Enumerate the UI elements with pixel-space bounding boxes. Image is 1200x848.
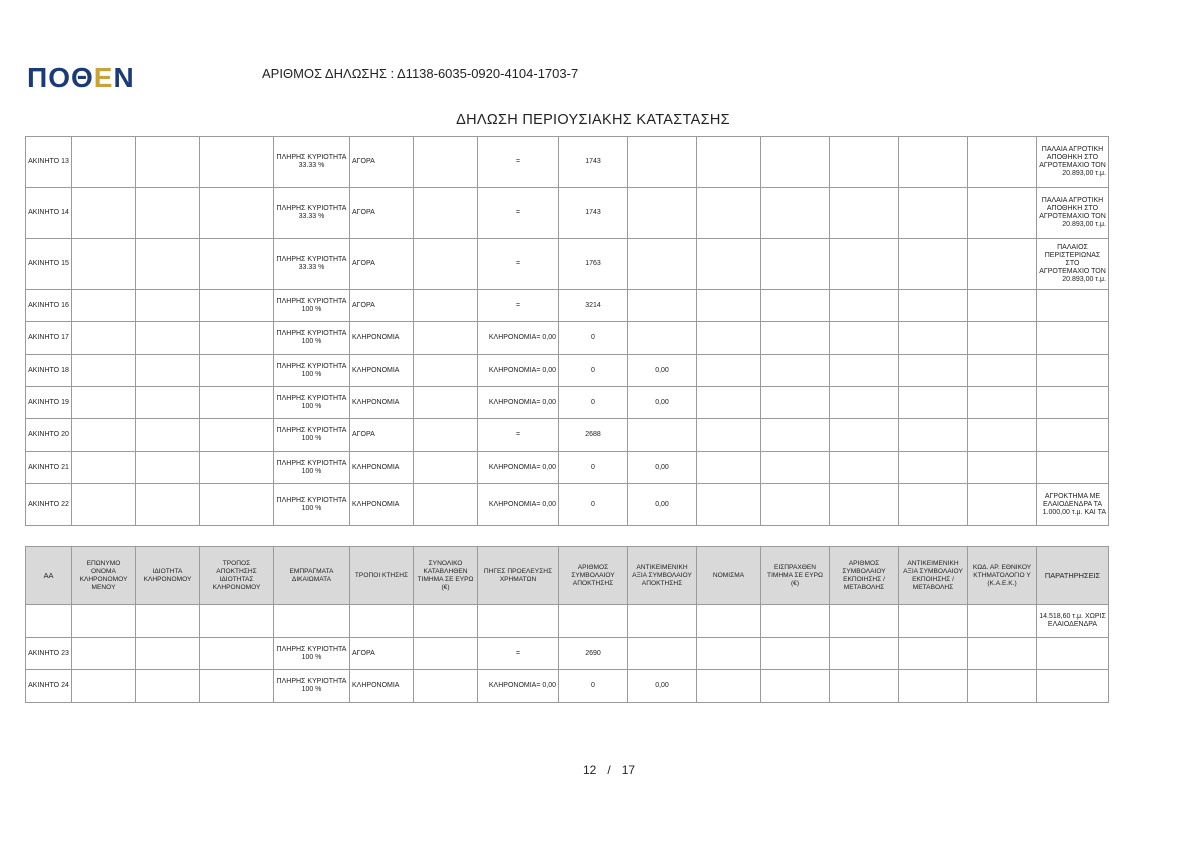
table-row: [26, 484, 1109, 526]
table-row: [26, 387, 1109, 419]
cell-disposal-value: [899, 137, 968, 188]
cell-contract-no: 0: [559, 452, 628, 484]
cell-rights: ΠΛΗΡΗΣ ΚΥΡΙΟΤΗΤΑ 100 %: [274, 484, 350, 526]
cell-heir-acquisition: [200, 290, 274, 322]
cell-currency: [697, 322, 761, 355]
cell-received-price: [761, 605, 830, 638]
table-header-row: [26, 547, 1109, 605]
cell-kaek: [968, 188, 1037, 239]
column-header-contract-no: ΑΡΙΘΜΟΣ ΣΥΜΒΟΛΑΙΟΥ ΑΠΟΚΤΗΣΗΣ: [559, 547, 628, 605]
cell-heir-capacity: [136, 670, 200, 703]
notes-line: 20.893,00 τ.μ.: [1062, 276, 1106, 283]
assets-table: [25, 546, 1109, 703]
cell-disposal-value: [899, 387, 968, 419]
column-header-contract-value: ΑΝΤΙΚΕΙΜΕΝΙΚΗ ΑΞΙΑ ΣΥΜΒΟΛΑΙΟΥ ΑΠΟΚΤΗΣΗΣ: [628, 547, 697, 605]
cell-contract-no: 1763: [559, 239, 628, 290]
cell-aa: ΑΚΙΝΗΤΟ 15: [26, 239, 72, 290]
cell-total-price: [414, 188, 478, 239]
cell-kaek: [968, 290, 1037, 322]
cell-currency: [697, 452, 761, 484]
cell-aa: [26, 605, 72, 638]
cell-contract-value: [628, 188, 697, 239]
cell-total-price: [414, 355, 478, 387]
cell-disposal-value: [899, 188, 968, 239]
cell-contract-value: [628, 290, 697, 322]
notes-line: ΠΕΡΙΣΤΕΡΙΩΝΑΣ ΣΤΟ: [1044, 252, 1101, 267]
cell-heir-acquisition: [200, 452, 274, 484]
cell-contract-value: 0,00: [628, 355, 697, 387]
page-separator: /: [607, 763, 611, 777]
cell-total-price: [414, 419, 478, 452]
column-header-disposal-contract-no: ΑΡΙΘΜΟΣ ΣΥΜΒΟΛΑΙΟΥ ΕΚΠΟΙΗΣΗΣ /ΜΕΤΑΒΟΛΗΣ: [830, 547, 899, 605]
cell-sources: =: [478, 188, 559, 239]
cell-aa: ΑΚΙΝΗΤΟ 19: [26, 387, 72, 419]
page-title: ΔΗΛΩΣΗ ΠΕΡΙΟΥΣΙΑΚΗΣ ΚΑΤΑΣΤΑΣΗΣ: [456, 112, 730, 128]
cell-contract-no: 2690: [559, 638, 628, 670]
cell-kaek: [968, 419, 1037, 452]
notes-line: 1.000,00 τ.μ. ΚΑΙ ΤΑ: [1042, 508, 1106, 516]
cell-received-price: [761, 484, 830, 526]
cell-disposal-contract-no: [830, 419, 899, 452]
cell-disposal-contract-no: [830, 137, 899, 188]
cell-total-price: [414, 484, 478, 526]
cell-disposal-value: [899, 419, 968, 452]
column-header-kaek: ΚΩΔ. ΑΡ. ΕΘΝΙΚΟΥ ΚΤΗΜΑΤΟΛΟΓΙΟ Υ (Κ.Α.Ε.Κ.): [968, 547, 1037, 605]
table-row: [26, 322, 1109, 355]
cell-aa: ΑΚΙΝΗΤΟ 20: [26, 419, 72, 452]
notes-line: ΠΑΛΑΙΑ ΑΓΡΟΤΙΚΗ: [1041, 146, 1104, 153]
cell-disposal-contract-no: [830, 322, 899, 355]
cell-disposal-value: [899, 322, 968, 355]
cell-heir-acquisition: [200, 188, 274, 239]
cell-rights: ΠΛΗΡΗΣ ΚΥΡΙΟΤΗΤΑ 100 %: [274, 638, 350, 670]
cell-received-price: [761, 290, 830, 322]
cell-total-price: [414, 387, 478, 419]
cell-disposal-contract-no: [830, 605, 899, 638]
cell-heir-acquisition: [200, 355, 274, 387]
cell-total-price: [414, 137, 478, 188]
cell-kaek: [968, 387, 1037, 419]
cell-heir-acquisition: [200, 137, 274, 188]
cell-sources: =: [478, 137, 559, 188]
cell-heir-name: [72, 387, 136, 419]
cell-currency: [697, 290, 761, 322]
cell-contract-no: 0: [559, 670, 628, 703]
page-number: [583, 763, 635, 777]
column-header-received-price: ΕΙΣΠΡΑΧΘΕΝ ΤΙΜΗΜΑ ΣΕ ΕΥΡΩ (€): [761, 547, 830, 605]
cell-contract-no: 1743: [559, 137, 628, 188]
cell-total-price: [414, 670, 478, 703]
cell-disposal-value: [899, 290, 968, 322]
cell-received-price: [761, 188, 830, 239]
cell-heir-acquisition: [200, 239, 274, 290]
cell-currency: [697, 419, 761, 452]
cell-disposal-value: [899, 484, 968, 526]
notes-line: ΠΑΛΑΙΟΣ: [1057, 244, 1088, 251]
cell-contract-value: 0,00: [628, 484, 697, 526]
cell-heir-capacity: [136, 484, 200, 526]
notes-line: ΠΑΛΑΙΑ ΑΓΡΟΤΙΚΗ: [1041, 197, 1104, 204]
cell-disposal-contract-no: [830, 355, 899, 387]
cell-currency: [697, 387, 761, 419]
cell-currency: [697, 355, 761, 387]
cell-received-price: [761, 670, 830, 703]
cell-contract-no: 2688: [559, 419, 628, 452]
table-row: [26, 355, 1109, 387]
cell-sources: =: [478, 638, 559, 670]
notes-line: ΑΠΟΘΗΚΗ ΣΤΟ: [1046, 205, 1099, 212]
cell-method: ΑΓΟΡΑ: [350, 638, 414, 670]
cell-contract-value: 0,00: [628, 387, 697, 419]
cell-rights: ΠΛΗΡΗΣ ΚΥΡΙΟΤΗΤΑ 33.33 %: [274, 137, 350, 188]
cell-method: ΚΛΗΡΟΝΟΜΙΑ: [350, 322, 414, 355]
cell-heir-capacity: [136, 387, 200, 419]
cell-heir-capacity: [136, 638, 200, 670]
notes-line: ΑΓΡΟΤΕΜΑΧΙΟ ΤΟΝ: [1039, 268, 1106, 275]
cell-heir-name: [72, 484, 136, 526]
table-row: [26, 188, 1109, 239]
cell-disposal-contract-no: [830, 387, 899, 419]
notes-line: ΑΠΟΘΗΚΗ ΣΤΟ: [1046, 154, 1099, 161]
table-row: [26, 137, 1109, 188]
logo-accent-letter: Ε: [93, 62, 114, 93]
notes-line: 20.893,00 τ.μ.: [1062, 221, 1106, 228]
cell-sources: =: [478, 290, 559, 322]
cell-currency: [697, 188, 761, 239]
cell-method: ΚΛΗΡΟΝΟΜΙΑ: [350, 670, 414, 703]
cell-method: ΑΓΟΡΑ: [350, 188, 414, 239]
cell-aa: ΑΚΙΝΗΤΟ 22: [26, 484, 72, 526]
cell-notes: [1037, 387, 1109, 419]
cell-disposal-value: [899, 605, 968, 638]
cell-contract-value: [628, 137, 697, 188]
notes-line: 14.518,60 τ.μ. ΧΩΡΙΣ: [1039, 613, 1106, 620]
cell-disposal-contract-no: [830, 484, 899, 526]
cell-heir-name: [72, 290, 136, 322]
cell-contract-no: 1743: [559, 188, 628, 239]
cell-notes: [1037, 419, 1109, 452]
cell-contract-value: [628, 239, 697, 290]
table-row: [26, 670, 1109, 703]
cell-rights: [274, 605, 350, 638]
cell-contract-value: [628, 322, 697, 355]
cell-notes: [1037, 137, 1109, 188]
notes-line: ΑΓΡΟΤΕΜΑΧΙΟ ΤΟΝ: [1039, 213, 1106, 220]
cell-rights: ΠΛΗΡΗΣ ΚΥΡΙΟΤΗΤΑ 100 %: [274, 419, 350, 452]
page-current: 12: [583, 763, 597, 777]
cell-kaek: [968, 670, 1037, 703]
notes-line: 20.893,00 τ.μ.: [1062, 170, 1106, 177]
cell-aa: ΑΚΙΝΗΤΟ 21: [26, 452, 72, 484]
cell-currency: [697, 484, 761, 526]
cell-heir-capacity: [136, 290, 200, 322]
cell-heir-name: [72, 137, 136, 188]
cell-received-price: [761, 137, 830, 188]
cell-total-price: [414, 322, 478, 355]
cell-heir-capacity: [136, 137, 200, 188]
cell-heir-capacity: [136, 355, 200, 387]
cell-heir-name: [72, 355, 136, 387]
cell-kaek: [968, 322, 1037, 355]
table-row: [26, 638, 1109, 670]
cell-sources: =: [478, 419, 559, 452]
cell-contract-no: [559, 605, 628, 638]
column-header-heir-capacity: ΙΔΙΟΤΗΤΑ ΚΛΗΡΟΝΟΜΟΥ: [136, 547, 200, 605]
cell-kaek: [968, 239, 1037, 290]
column-header-method: ΤΡΟΠΟΙ ΚΤΗΣΗΣ: [350, 547, 414, 605]
cell-received-price: [761, 638, 830, 670]
cell-disposal-value: [899, 670, 968, 703]
cell-kaek: [968, 355, 1037, 387]
cell-notes: [1037, 670, 1109, 703]
cell-disposal-contract-no: [830, 290, 899, 322]
cell-received-price: [761, 239, 830, 290]
assets-table-continued: [25, 136, 1109, 526]
cell-heir-name: [72, 452, 136, 484]
cell-kaek: [968, 452, 1037, 484]
cell-aa: ΑΚΙΝΗΤΟ 13: [26, 137, 72, 188]
cell-method: ΚΛΗΡΟΝΟΜΙΑ: [350, 484, 414, 526]
cell-received-price: [761, 322, 830, 355]
column-header-sources: ΠΗΓΕΣ ΠΡΟΕΛΕΥΣΗΣ ΧΡΗΜΑΤΩΝ: [478, 547, 559, 605]
notes-line: ΑΓΡΟΚΤΗΜΑ ΜΕ: [1044, 492, 1101, 500]
cell-disposal-contract-no: [830, 452, 899, 484]
cell-heir-capacity: [136, 322, 200, 355]
cell-method: ΚΛΗΡΟΝΟΜΙΑ: [350, 387, 414, 419]
cell-total-price: [414, 452, 478, 484]
cell-heir-name: [72, 419, 136, 452]
cell-currency: [697, 137, 761, 188]
cell-method: ΑΓΟΡΑ: [350, 137, 414, 188]
cell-kaek: [968, 638, 1037, 670]
cell-received-price: [761, 355, 830, 387]
cell-total-price: [414, 638, 478, 670]
cell-notes: [1037, 290, 1109, 322]
page-total: 17: [621, 763, 636, 777]
cell-disposal-value: [899, 452, 968, 484]
cell-method: ΚΛΗΡΟΝΟΜΙΑ: [350, 355, 414, 387]
cell-aa: ΑΚΙΝΗΤΟ 23: [26, 638, 72, 670]
column-header-aa: ΑΑ: [26, 547, 72, 605]
cell-heir-acquisition: [200, 605, 274, 638]
notes-line: ΑΓΡΟΤΕΜΑΧΙΟ ΤΟΝ: [1039, 162, 1106, 169]
cell-currency: [697, 638, 761, 670]
cell-contract-no: 0: [559, 484, 628, 526]
table-row: [26, 605, 1109, 638]
cell-notes: [1037, 605, 1109, 638]
cell-heir-acquisition: [200, 387, 274, 419]
cell-aa: ΑΚΙΝΗΤΟ 14: [26, 188, 72, 239]
cell-aa: ΑΚΙΝΗΤΟ 17: [26, 322, 72, 355]
cell-heir-acquisition: [200, 322, 274, 355]
column-header-heir-acquisition: ΤΡΟΠΟΣ ΑΠΟΚΤΗΣΗΣ ΙΔΙΟΤΗΤΑΣ ΚΛΗΡΟΝΟΜΟΥ: [200, 547, 274, 605]
notes-line: ΕΛΑΙΟΔΕΝΔΡΑ: [1047, 621, 1098, 628]
cell-sources: =: [478, 239, 559, 290]
cell-heir-name: [72, 239, 136, 290]
cell-method: ΚΛΗΡΟΝΟΜΙΑ: [350, 452, 414, 484]
cell-rights: ΠΛΗΡΗΣ ΚΥΡΙΟΤΗΤΑ 100 %: [274, 670, 350, 703]
cell-disposal-contract-no: [830, 239, 899, 290]
cell-heir-name: [72, 638, 136, 670]
table-row: [26, 239, 1109, 290]
cell-received-price: [761, 419, 830, 452]
table-row: [26, 452, 1109, 484]
cell-disposal-value: [899, 638, 968, 670]
cell-aa: ΑΚΙΝΗΤΟ 18: [26, 355, 72, 387]
cell-notes: [1037, 638, 1109, 670]
cell-heir-name: [72, 605, 136, 638]
cell-currency: [697, 670, 761, 703]
cell-method: ΑΓΟΡΑ: [350, 239, 414, 290]
cell-aa: ΑΚΙΝΗΤΟ 24: [26, 670, 72, 703]
cell-rights: ΠΛΗΡΗΣ ΚΥΡΙΟΤΗΤΑ 100 %: [274, 355, 350, 387]
cell-rights: ΠΛΗΡΗΣ ΚΥΡΙΟΤΗΤΑ 100 %: [274, 322, 350, 355]
cell-heir-name: [72, 188, 136, 239]
cell-total-price: [414, 290, 478, 322]
logo-text: ΠΟΘΕΝ: [27, 62, 135, 93]
table-row: [26, 290, 1109, 322]
cell-heir-capacity: [136, 239, 200, 290]
cell-kaek: [968, 484, 1037, 526]
cell-disposal-contract-no: [830, 670, 899, 703]
cell-disposal-value: [899, 239, 968, 290]
cell-contract-value: [628, 605, 697, 638]
cell-heir-acquisition: [200, 638, 274, 670]
cell-sources: ΚΛΗΡΟΝΟΜΙΑ= 0,00: [478, 452, 559, 484]
cell-heir-capacity: [136, 605, 200, 638]
cell-received-price: [761, 387, 830, 419]
cell-sources: [478, 605, 559, 638]
cell-method: [350, 605, 414, 638]
column-header-disposal-value: ΑΝΤΙΚΕΙΜΕΝΙΚΗ ΑΞΙΑ ΣΥΜΒΟΛΑΙΟΥ ΕΚΠΟΙΗΣΗΣ / ΜΕΤΑΒΟΛΗΣ: [899, 547, 968, 605]
cell-notes: [1037, 322, 1109, 355]
cell-received-price: [761, 452, 830, 484]
cell-notes: [1037, 239, 1109, 290]
cell-contract-value: 0,00: [628, 670, 697, 703]
cell-contract-no: 3214: [559, 290, 628, 322]
cell-notes: [1037, 484, 1109, 526]
cell-method: ΑΓΟΡΑ: [350, 419, 414, 452]
cell-disposal-contract-no: [830, 638, 899, 670]
cell-kaek: [968, 605, 1037, 638]
cell-heir-name: [72, 670, 136, 703]
column-header-total-price: ΣΥΝΟΛΙΚΟ ΚΑΤΑΒΛΗΘΕΝ ΤΙΜΗΜΑ ΣΕ ΕΥΡΩ (€): [414, 547, 478, 605]
cell-rights: ΠΛΗΡΗΣ ΚΥΡΙΟΤΗΤΑ 100 %: [274, 290, 350, 322]
cell-contract-value: 0,00: [628, 452, 697, 484]
cell-notes: [1037, 188, 1109, 239]
cell-heir-capacity: [136, 188, 200, 239]
cell-contract-no: 0: [559, 322, 628, 355]
cell-contract-value: [628, 419, 697, 452]
declaration-number: ΑΡΙΘΜΟΣ ΔΗΛΩΣΗΣ : Δ1138-6035-0920-4104-1703-7: [262, 66, 579, 81]
cell-aa: ΑΚΙΝΗΤΟ 16: [26, 290, 72, 322]
cell-notes: [1037, 355, 1109, 387]
cell-heir-acquisition: [200, 670, 274, 703]
cell-heir-acquisition: [200, 484, 274, 526]
cell-heir-capacity: [136, 452, 200, 484]
cell-rights: ΠΛΗΡΗΣ ΚΥΡΙΟΤΗΤΑ 33.33 %: [274, 188, 350, 239]
cell-kaek: [968, 137, 1037, 188]
cell-rights: ΠΛΗΡΗΣ ΚΥΡΙΟΤΗΤΑ 100 %: [274, 452, 350, 484]
cell-heir-acquisition: [200, 419, 274, 452]
cell-sources: ΚΛΗΡΟΝΟΜΙΑ= 0,00: [478, 484, 559, 526]
cell-currency: [697, 239, 761, 290]
notes-line: ΕΛΑΙΟΔΕΝΔΡΑ ΤΑ: [1042, 500, 1102, 508]
cell-sources: ΚΛΗΡΟΝΟΜΙΑ= 0,00: [478, 670, 559, 703]
column-header-heir-name: ΕΠΩΝΥΜΟ ΟΝΟΜΑ ΚΛΗΡΟΝΟΜΟΥ ΜΕΝΟΥ: [72, 547, 136, 605]
cell-rights: ΠΛΗΡΗΣ ΚΥΡΙΟΤΗΤΑ 100 %: [274, 387, 350, 419]
cell-heir-name: [72, 322, 136, 355]
column-header-currency: ΝΟΜΙΣΜΑ: [697, 547, 761, 605]
cell-sources: ΚΛΗΡΟΝΟΜΙΑ= 0,00: [478, 355, 559, 387]
table-row: [26, 419, 1109, 452]
cell-contract-value: [628, 638, 697, 670]
poothen-logo: [27, 63, 135, 93]
cell-heir-capacity: [136, 419, 200, 452]
cell-total-price: [414, 239, 478, 290]
cell-total-price: [414, 605, 478, 638]
cell-sources: ΚΛΗΡΟΝΟΜΙΑ= 0,00: [478, 322, 559, 355]
column-header-notes: ΠΑΡΑΤΗΡΗΣΕΙΣ: [1037, 547, 1109, 605]
cell-rights: ΠΛΗΡΗΣ ΚΥΡΙΟΤΗΤΑ 33.33 %: [274, 239, 350, 290]
column-header-rights: ΕΜΠΡΑΓΜΑΤΑ ΔΙΚΑΙΩΜΑΤΑ: [274, 547, 350, 605]
cell-contract-no: 0: [559, 387, 628, 419]
cell-disposal-value: [899, 355, 968, 387]
cell-disposal-contract-no: [830, 188, 899, 239]
cell-notes: [1037, 452, 1109, 484]
cell-contract-no: 0: [559, 355, 628, 387]
cell-sources: ΚΛΗΡΟΝΟΜΙΑ= 0,00: [478, 387, 559, 419]
cell-currency: [697, 605, 761, 638]
cell-method: ΑΓΟΡΑ: [350, 290, 414, 322]
